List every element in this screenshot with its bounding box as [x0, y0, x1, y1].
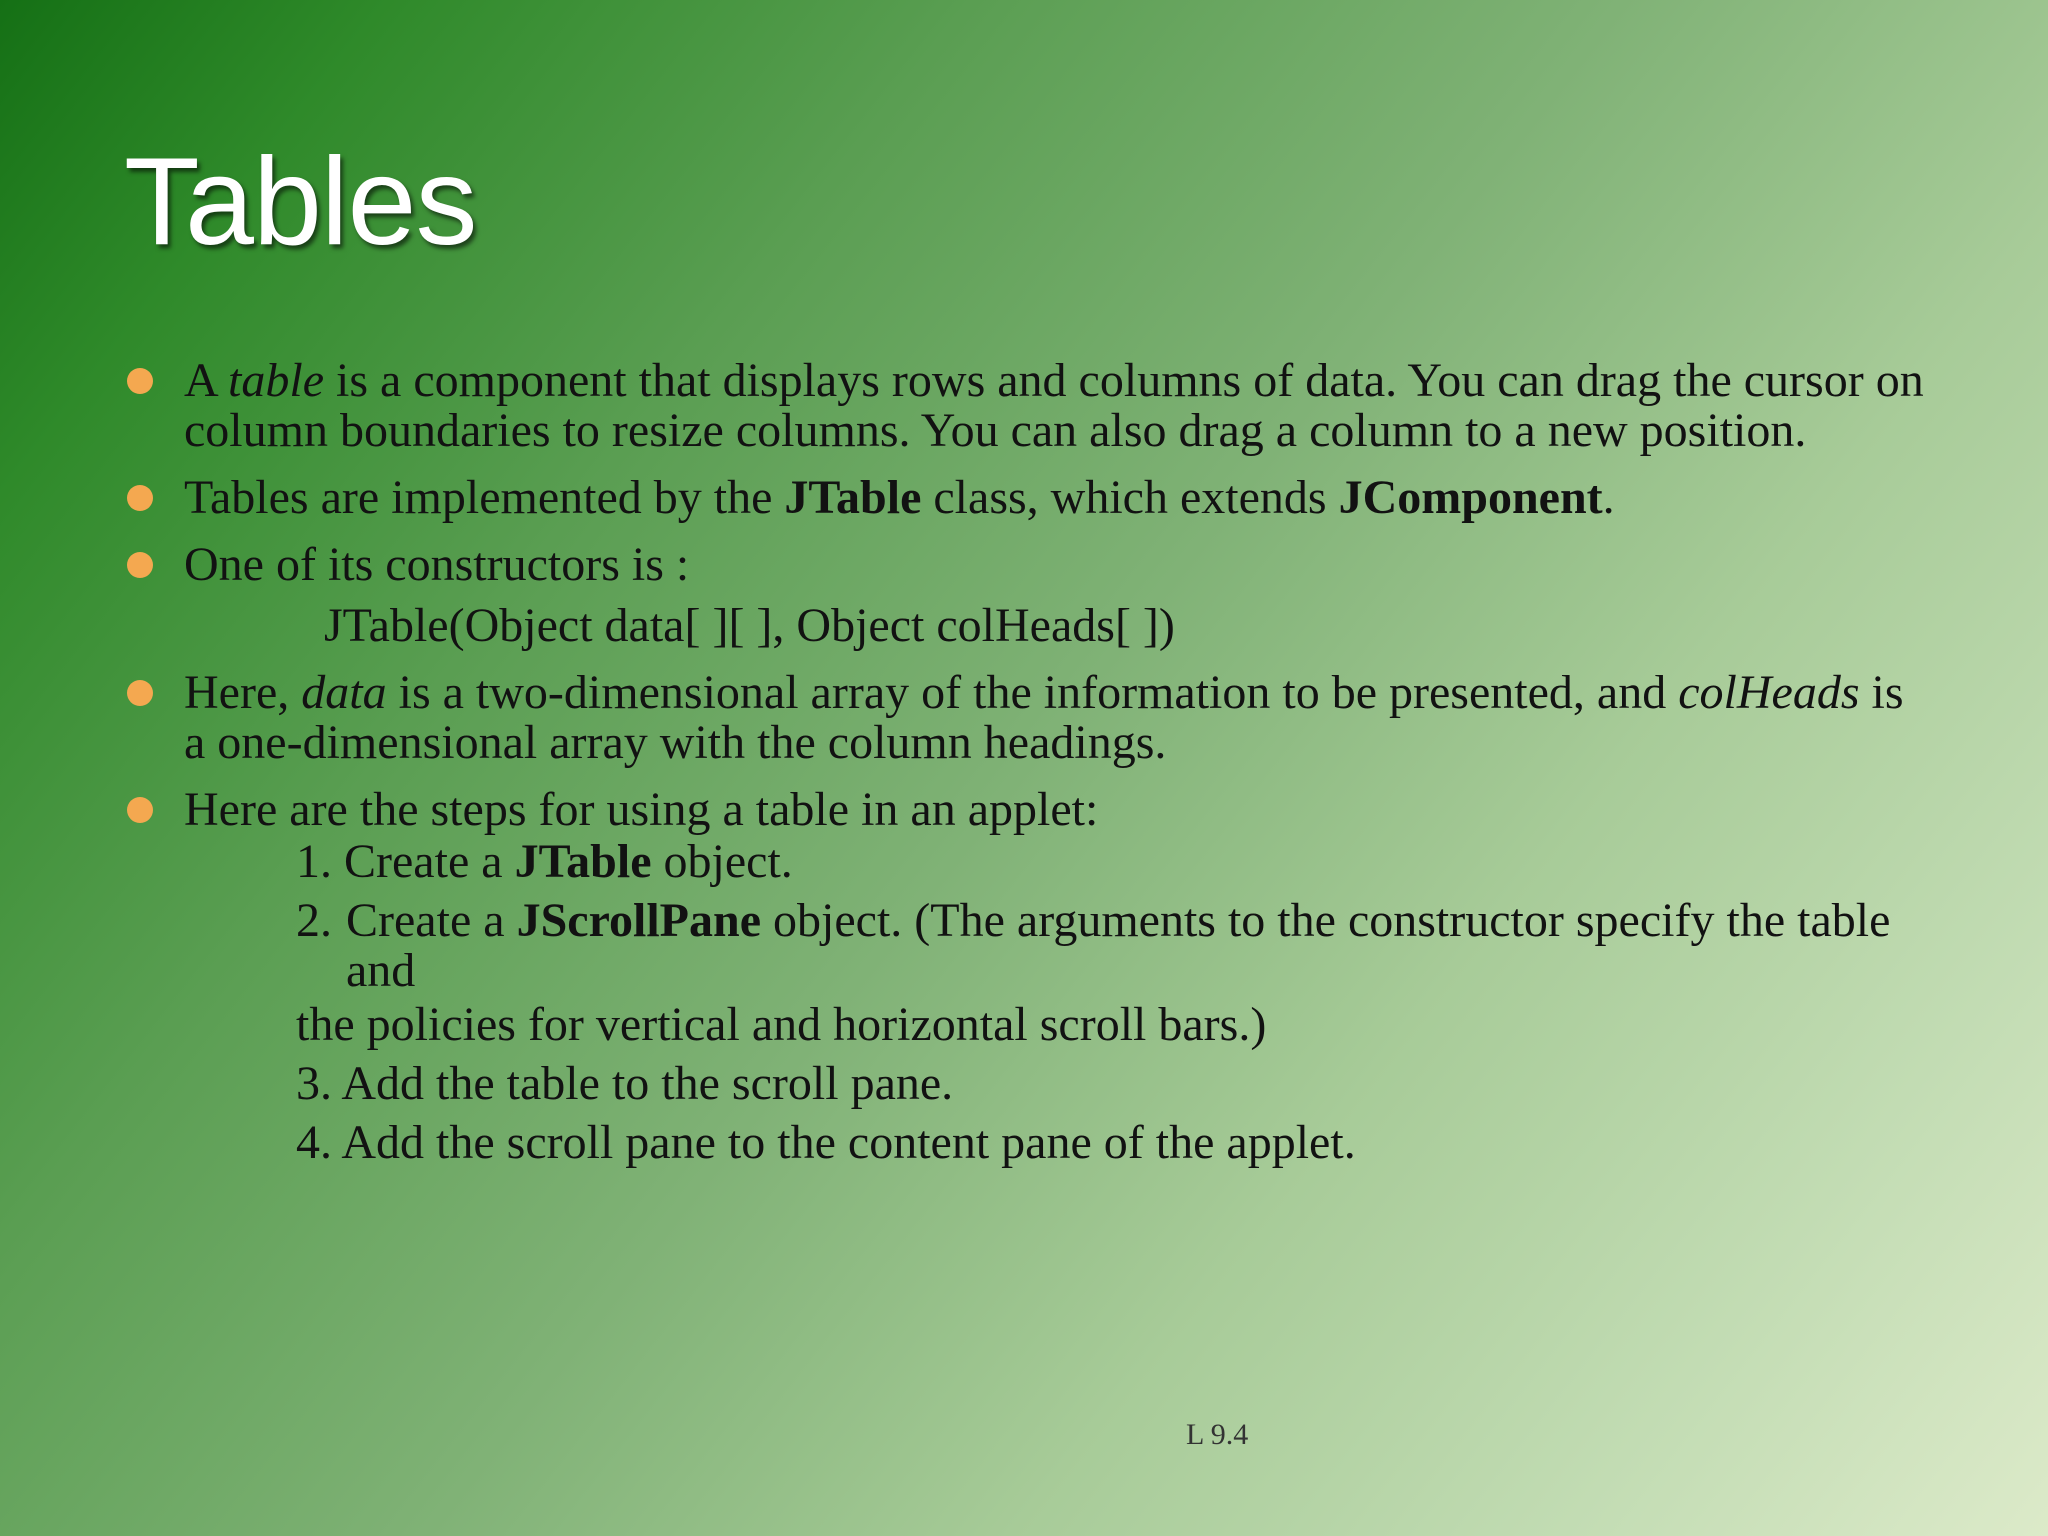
steps-list [296, 837, 1924, 1168]
slide-title: Tables [124, 133, 477, 271]
bullet-dot-icon [127, 485, 153, 511]
bullet-item: Here, data is a two-dimensional array of the information to be presented, and colHeads is a one-dimensional array with the column headings. [124, 668, 1924, 768]
step-item [296, 896, 1924, 996]
step-item: 3. Add the table to the scroll pane. [296, 1057, 954, 1110]
bullet-dot-icon [127, 680, 153, 706]
step-item: 4. Add the scroll pane to the content pane of the applet. [296, 1116, 1356, 1169]
page-number: L 9.4 [1186, 1418, 1249, 1451]
bullet-item: Here are the steps for using a table in an applet: [124, 785, 1924, 835]
step-wrapped-text: 2. Create a JScrollPane object. (The arguments to the constructor specify the table and [296, 894, 1891, 997]
bullet-dot-icon [127, 552, 153, 578]
step-continuation: the policies for vertical and horizontal scroll bars.) [296, 998, 1267, 1051]
bullet-dot-icon [127, 797, 153, 823]
slide-body [124, 356, 1924, 1177]
constructor-signature: JTable(Object data[ ][ ], Object colHeads[ ]) [324, 599, 1175, 652]
bullet-item: A table is a component that displays rows and columns of data. You can drag the cursor on column boundaries to resize columns. You can also drag a column to a new position. [124, 356, 1924, 456]
bullet-dot-icon [127, 368, 153, 394]
bullet-item: One of its constructors is : [124, 540, 1924, 590]
step-item: 1. Create a JTable object. [296, 835, 793, 888]
bullet-item: Tables are implemented by the JTable class, which extends JComponent. [124, 473, 1924, 523]
